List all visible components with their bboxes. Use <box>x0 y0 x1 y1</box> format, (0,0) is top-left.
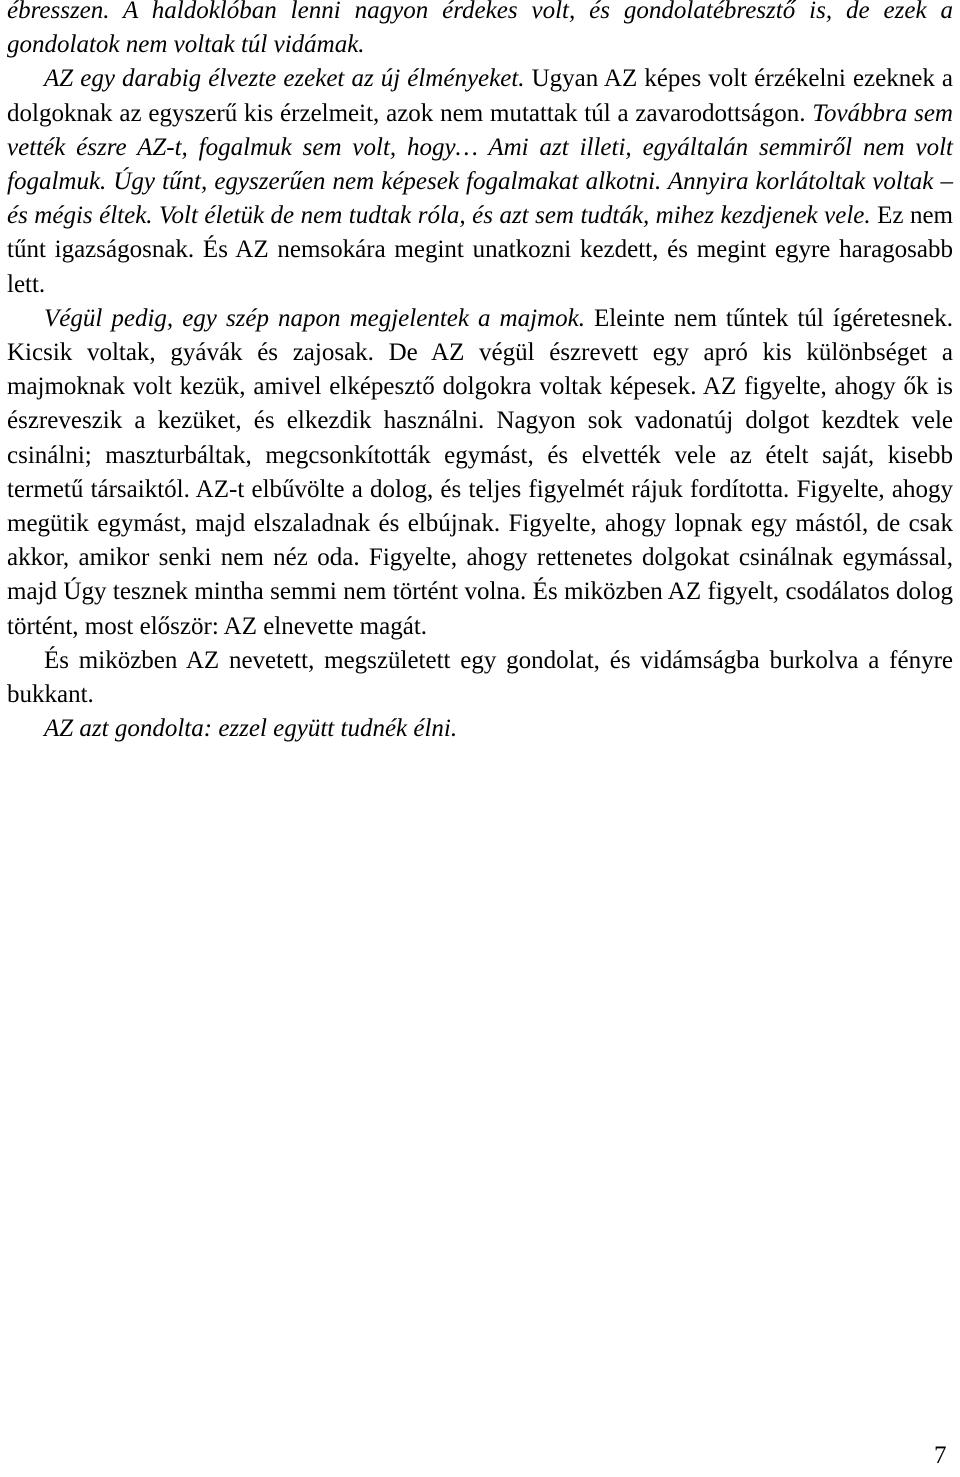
paragraph-2 <box>7 62 953 301</box>
text-segment: Végül pedig, egy szép napon megjelentek a majmok. <box>44 304 594 332</box>
text-segment: AZ azt gondolta: ezzel együtt tudnék élni. <box>44 715 458 743</box>
page-number: 7 <box>934 1442 947 1469</box>
text-segment: És miközben AZ nevetett, megszületett egy gondolat, és vidámságba burkolva a fényre bukkant. <box>7 646 953 709</box>
text-segment: Ugyan AZ képes volt érzékelni ezeknek a dolgoknak az egyszerű kis érzelmeit, azok nem mutattak túl a zavarodottságon. <box>7 65 953 127</box>
text-segment: Ez nem tűnt igazságosnak. És AZ nemsokára megint unatkozni kezdett, és megint egyre haragosabb lett. <box>7 202 953 298</box>
paragraph-5 <box>7 712 953 746</box>
text-segment: ébresszen. A haldoklóban lenni nagyon érdekes volt, és gondolatébresztő is, de ezek a gondolatok nem voltak túl vidámak. <box>7 0 953 59</box>
paragraph-4 <box>7 644 953 712</box>
paragraph-3 <box>7 302 953 644</box>
document-body <box>7 0 953 746</box>
paragraph-1 <box>7 0 953 62</box>
text-segment: Eleinte nem tűntek túl ígéretesnek. Kicsik voltak, gyávák és zajosak. De AZ végül észrevett egy apró kis különbséget a majmoknak volt kezük, amivel elképesztő dolgokra voltak képesek. AZ figyelte, ahogy ők is észreveszik a kezüket, és elkezdik használni. Nagyon sok vadonatúj dolgot kezdtek vele csinálni; maszturbáltak, megcsonkították egymást, és elvették vele az ételt saját, kisebb termetű társaiktól. AZ-t elbűvölte a dolog, és teljes figyelmét rájuk fordította. Figyelte, ahogy megütik egymást, majd elszaladnak és elbújnak. Figyelte, ahogy lopnak egy mástól, de csak akkor, amikor senki nem néz oda. Figyelte, ahogy rettenetes dolgokat csinálnak egymással, majd Úgy tesznek mintha semmi nem történt volna. És miközben AZ figyelt, csodálatos dolog történt, most először: AZ elnevette magát. <box>7 304 953 640</box>
text-segment: Továbbra sem vették észre AZ-t, fogalmuk sem volt, hogy… Ami azt illeti, egyáltalán semmiről nem volt fogalmuk. Úgy tűnt, egyszerűen nem képesek fogalmakat alkotni. Annyira korlátoltak voltak – és mégis éltek. Volt életük de nem tudtak róla, és azt sem tudták, mihez kezdjenek vele. <box>7 99 953 230</box>
text-segment: AZ egy darabig élvezte ezeket az új élményeket. <box>44 65 532 93</box>
